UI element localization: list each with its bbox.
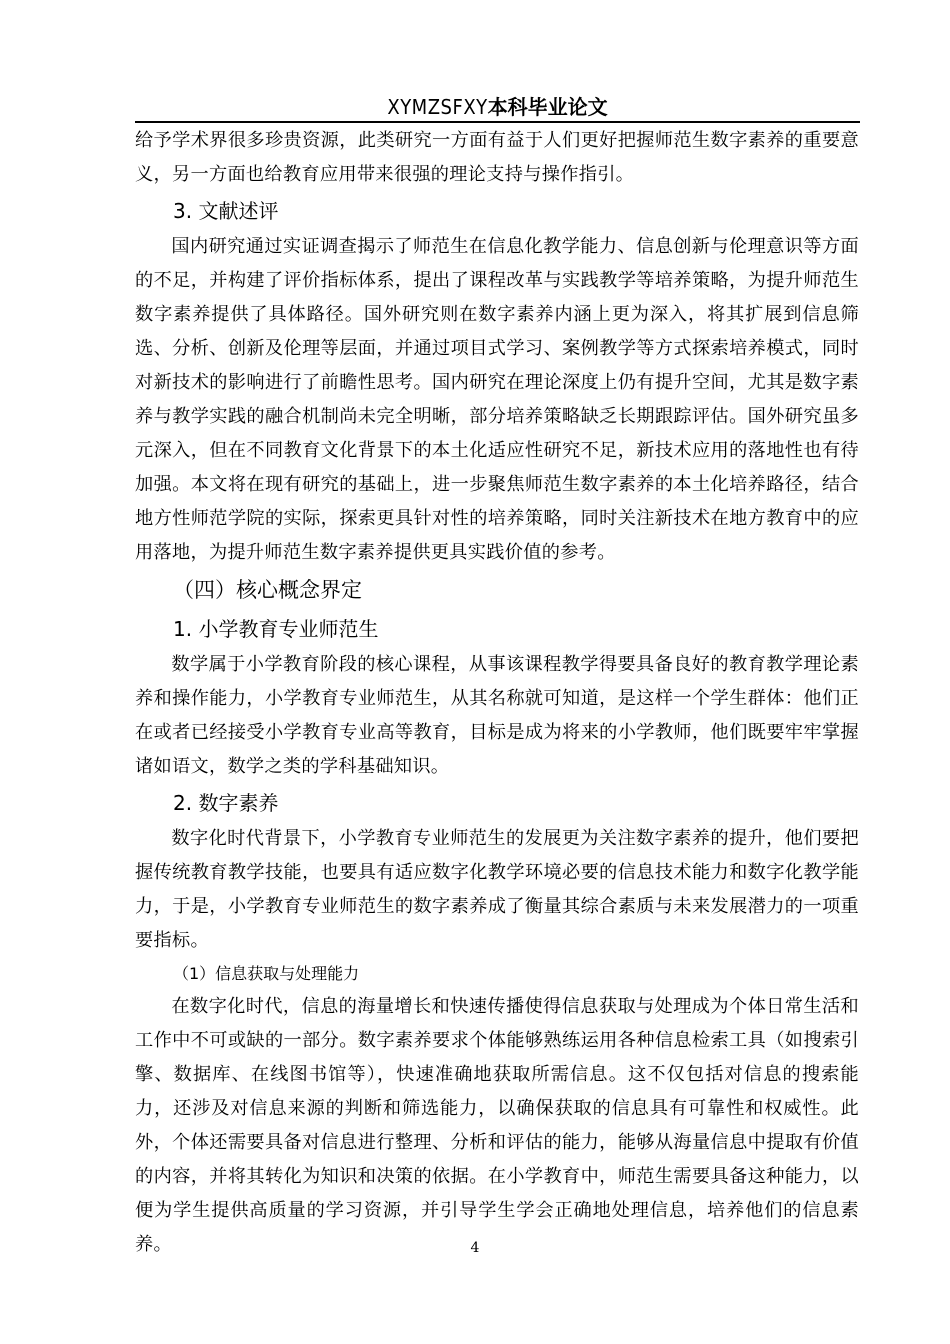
page-number: 4 — [470, 1240, 480, 1256]
header-code: XYMZSFXY — [387, 95, 488, 119]
paragraph-continued: 给予学术界很多珍贵资源，此类研究一方面有益于人们更好把握师范生数字素养的重要意义，另一方面也给教育应用带来很强的理论支持与操作指引。 — [135, 130, 859, 185]
heading-core-concepts: （四）核心概念界定 — [173, 578, 362, 602]
heading-digital-literacy: 2. 数字素养 — [173, 791, 279, 815]
paragraph-primary-education-students: 数学属于小学教育阶段的核心课程，从事该课程教学得要具备良好的教育教学理论素养和操作能力，小学教育专业师范生，从其名称就可知道，是这样一个学生群体：他们正在或者已经接受小学教育专业高等教育，目标是成为将来的小学教师，他们既要牢牢掌握诸如语文，数学之类的学科基础知识。 — [135, 654, 859, 777]
heading-information-ability: （1）信息获取与处理能力 — [173, 964, 360, 983]
heading-primary-education-students: 1. 小学教育专业师范生 — [173, 617, 379, 641]
running-header — [135, 92, 860, 122]
paragraph-digital-literacy: 数字化时代背景下，小学教育专业师范生的发展更为关注数字素养的提升，他们要把握传统教育教学技能，也要具有适应数字化教学环境必要的信息技术能力和数字化教学能力，于是，小学教育专业师范生的数字素养成了衡量其综合素质与未来发展潜力的一项重要指标。 — [135, 828, 859, 951]
header-rule — [135, 121, 860, 123]
heading-literature-review: 3. 文献述评 — [173, 199, 279, 223]
header-title: 本科毕业论文 — [487, 95, 608, 119]
paragraph-literature-review: 国内研究通过实证调查揭示了师范生在信息化教学能力、信息创新与伦理意识等方面的不足，并构建了评价指标体系，提出了课程改革与实践教学等培养策略，为提升师范生数字素养提供了具体路径。国外研究则在数字素养内涵上更为深入，将其扩展到信息筛选、分析、创新及伦理等层面，并通过项目式学习、案例教学等方式探索培养模式，同时对新技术的影响进行了前瞻性思考。国内研究在理论深度上仍有提升空间，尤其是数字素养与教学实践的融合机制尚未完全明晰，部分培养策略缺乏长期跟踪评估。国外研究虽多元深入，但在不同教育文化背景下的本土化适应性研究不足，新技术应用的落地性也有待加强。本文将在现有研究的基础上，进一步聚焦师范生数字素养的本土化培养路径，结合地方性师范学院的实际，探索更具针对性的培养策略，同时关注新技术在地方教育中的应用落地，为提升师范生数字素养提供更具实践价值的参考。 — [135, 236, 859, 563]
body-text — [135, 124, 859, 1262]
paragraph-information-ability: 在数字化时代，信息的海量增长和快速传播使得信息获取与处理成为个体日常生活和工作中不可或缺的一部分。数字素养要求个体能够熟练运用各种信息检索工具（如搜索引擎、数据库、在线图书馆等），快速准确地获取所需信息。这不仅包括对信息的搜索能力，还涉及对信息来源的判断和筛选能力，以确保获取的信息具有可靠性和权威性。此外，个体还需要具备对信息进行整理、分析和评估的能力，能够从海量信息中提取有价值的内容，并将其转化为知识和决策的依据。在小学教育中，师范生需要具备这种能力，以便为学生提供高质量的学习资源，并引导学生学会正确地处理信息，培养他们的信息素养。 — [135, 996, 859, 1255]
